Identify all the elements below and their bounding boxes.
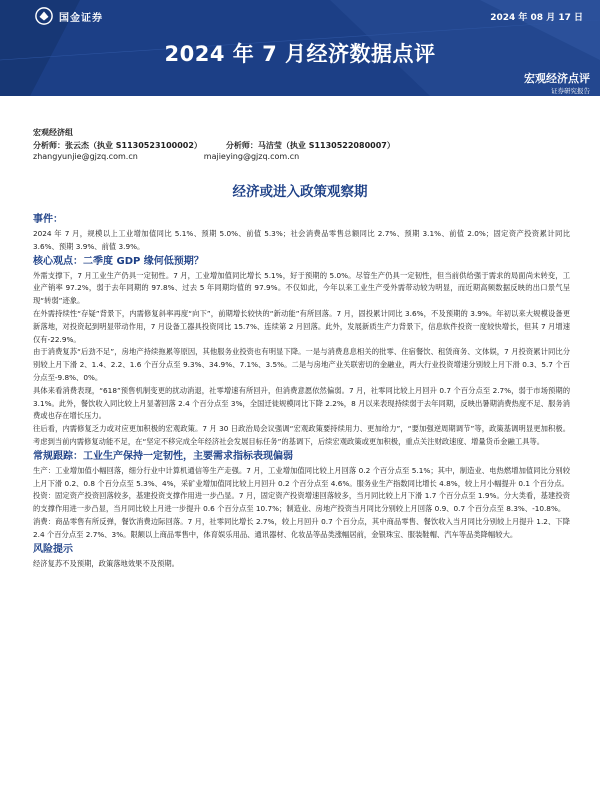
core-paragraph-3: 由于消费复苏“后劲不足”，房地产持续拖累等原因，其他服务业投资也有明显下降。一是与消费息息相关的批零、住宿餐饮、租赁商务、文体娱，7 月投资累计同比分别较上月下滑 2、1.4、2.2、1.6 个百分点至 9.3%、34.9%、7.1%、3.5%。二是与房地产业关联密切的金融业，两大行业投资增速分别较上月下滑 0.3、5.7 个百分点至-9.8%、0%。: [33, 347, 570, 382]
analyst-1-email[interactable]: zhangyunjie@gjzq.com.cn: [33, 152, 138, 161]
report-subtype: 证券研究报告: [551, 87, 590, 95]
core-paragraph-4: 具体来看消费表现，“618”预售机制变更的扰动消退，社零增速有所回升，但消费意愿依然偏弱。7 月，社零同比较上月回升 0.7 个百分点至 2.7%，弱于市场预期的 3.1%。此外，餐饮收入同比较上月显著回落 2.4 个百分点至 3%，全国迁徙规模同比下降 2.2%，8 月以来表现持续弱于去年同期，反映出暑期消费热度不足、服务消费或也存在增长压力。: [33, 385, 570, 421]
tracking-paragraph-3: 消费：商品零售有所反弹，餐饮消费边际回落。7 月，社零同比增长 2.7%，较上月回升 0.7 个百分点，其中商品零售、餐饮收入当月同比分别较上月提升 1.2、下降 2.4 个百分点至 2.7%、3%。限额以上商品零售中，体育娱乐用品、通讯器材、化妆品等品类涨幅居前，金银珠宝、服装鞋帽、汽车等品类降幅较大。: [33, 516, 570, 539]
analyst-2: 分析师：马洁莹（执业 S1130522080007）: [225, 141, 395, 150]
core-paragraph-2: 在外需持续性“存疑”背景下，内需修复斜率再度“向下”，前期增长较快的“新动能”有所回落。7 月，固投累计同比 3.6%，不及预期的 3.9%。年初以来大规模设备更新落地，对投资起到明显带动作用，7 月设备工器具投资同比 15.7%、连续第 2 月回落。此外，发展新质生产力背景下，信息软件投资一度较快增长，但其 7 月增速仅有-22.9%。: [33, 308, 570, 344]
logo-text: 国金证券: [59, 12, 103, 24]
company-logo: [35, 7, 103, 25]
event-heading: 事件：: [33, 214, 63, 225]
report-date: 2024 年 08 月 17 日: [490, 13, 583, 23]
event-paragraph: 2024 年 7 月，规模以上工业增加值同比 5.1%、预期 5.0%、前值 5.3%；社会消费品零售总额同比 2.7%、预期 3.1%、前值 2.0%；固定资产投资累计同比 3.6%、预期 3.9%、前值 3.9%。: [33, 229, 570, 251]
core-paragraph-5: 往后看，内需修复乏力或对应更加积极的宏观政策。7 月 30 日政治局会议强调“宏观政策要持续用力、更加给力”，“要加强逆周期调节”等，政策基调明显更加积极。考虑到当前内需修复动能不足，在“坚定不移完成全年经济社会发展目标任务”的基调下，后续宏观政策或更加积极，重点关注财政速度、增量货币金融工具等。: [33, 424, 570, 446]
report-type: 宏观经济点评: [524, 72, 590, 85]
core-heading: 核心观点：二季度 GDP 缘何低预期？: [33, 255, 204, 267]
logo-mark-icon: [35, 7, 53, 25]
analyst-group: 宏观经济组: [33, 128, 73, 137]
tracking-heading: 常规跟踪：工业生产保持一定韧性，主要需求指标表现偏弱: [33, 450, 293, 462]
core-paragraph-1: 外需支撑下，7 月工业生产仍具一定韧性。7 月，工业增加值同比增长 5.1%，好于预期的 5.0%。尽管生产仍具一定韧性，但当前供给强于需求的局面尚未转变，工业产销率 97.2%，弱于去年同期的 97.8%、过去 5 年同期均值的 97.9%。不仅如此，今年以来工业生产受外需带动较为明显，而近期高频数据反映的出口景气呈现“转弱”迹象。: [33, 270, 570, 306]
report-headline: 经济或进入政策观察期: [232, 184, 368, 200]
report-title: 2024 年 7 月经济数据点评: [164, 42, 436, 66]
tracking-paragraph-2: 投资：固定资产投资回落较多，基建投资支撑作用进一步凸显。7 月，固定资产投资增速回落较多，当月同比较上月下滑 1.7 个百分点至 1.9%。分大类看，基建投资的支撑作用进一步凸显，当月同比较上月进一步提升 0.6 个百分点至 10.7%；制造业、房地产投资当月同比分别较上月回落 0.9、0.7 个百分点至 8.3%、-10.8%。: [33, 491, 570, 514]
report-content: [33, 212, 570, 570]
risk-heading: 风险提示: [33, 543, 73, 555]
report-banner: [0, 0, 600, 96]
tracking-paragraph-1: 生产：工业增加值小幅回落，细分行业中计算机通信等生产走强。7 月，工业增加值同比较上月回落 0.2 个百分点至 5.1%；其中，制造业、电热燃增加值同比分别较上月下滑 0.2、0.8 个百分点至 5.3%、4%，采矿业增加值同比较上月回升 0.2 个百分点至 4.6%。服务业生产指数同比增长 4.8%，较上月小幅提升 0.1 个百分点。: [33, 465, 570, 488]
risk-paragraph: 经济复苏不及预期，政策落地效果不及预期。: [33, 558, 179, 568]
analyst-1: 分析师：张云杰（执业 S1130523100002）: [33, 141, 202, 150]
analyst-block: [33, 127, 573, 162]
analyst-2-email[interactable]: majieying@gjzq.com.cn: [203, 152, 300, 161]
